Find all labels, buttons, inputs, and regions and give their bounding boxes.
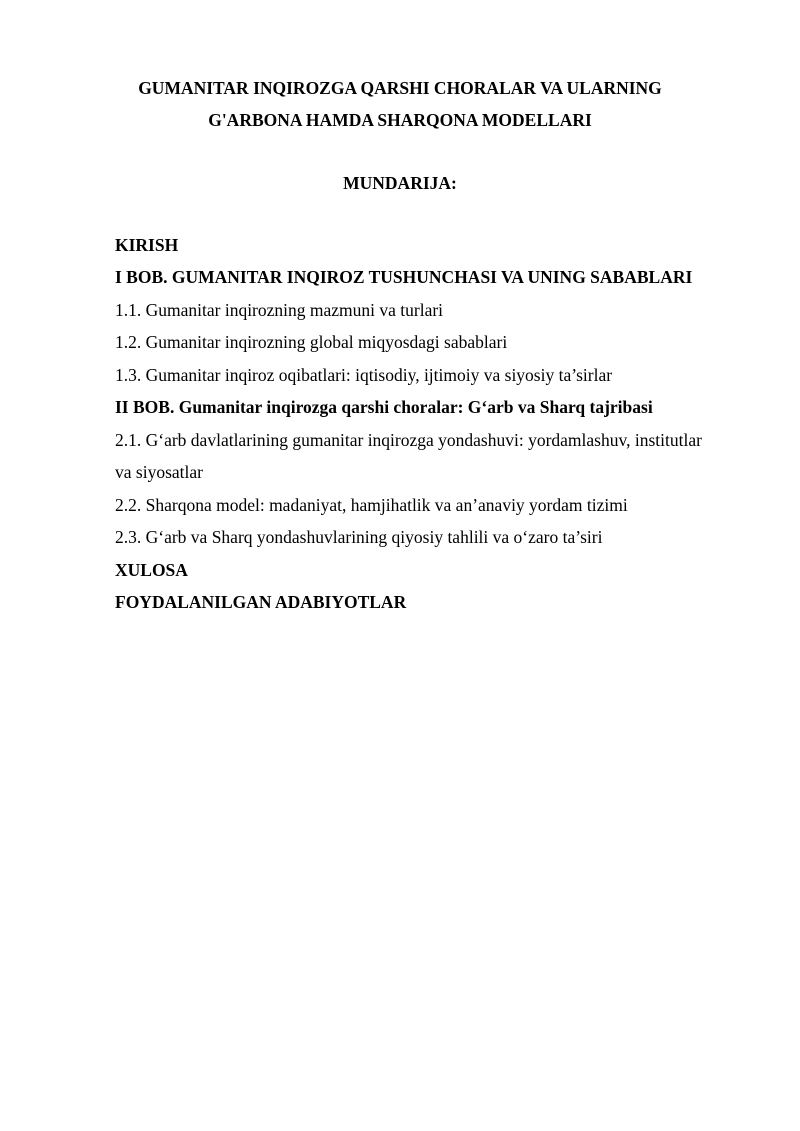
toc-section-2-2: 2.2. Sharqona model: madaniyat, hamjihatlik va an’anaviy yordam tizimi xyxy=(115,495,628,515)
toc-conclusion: XULOSA xyxy=(115,560,188,580)
toc-chapter-1: I BOB. GUMANITAR INQIROZ TUSHUNCHASI VA UNING SABABLARI xyxy=(115,267,693,287)
document-title-line-1: GUMANITAR INQIROZGA QARSHI CHORALAR VA ULARNING xyxy=(138,78,662,98)
toc-intro: KIRISH xyxy=(115,235,179,255)
toc-section-1-2: 1.2. Gumanitar inqirozning global miqyosdagi sabablari xyxy=(115,332,508,352)
toc-references: FOYDALANILGAN ADABIYOTLAR xyxy=(115,592,407,612)
contents-heading: MUNDARIJA: xyxy=(343,173,457,193)
toc-section-2-1-continued: va siyosatlar xyxy=(115,462,203,482)
toc-chapter-2: II BOB. Gumanitar inqirozga qarshi choralar: G‘arb va Sharq tajribasi xyxy=(115,397,653,417)
toc-section-2-1: 2.1. G‘arb davlatlarining gumanitar inqirozga yondashuvi: yordamlashuv, institutlar xyxy=(115,430,702,450)
document-title-line-2: G'ARBONA HAMDA SHARQONA MODELLARI xyxy=(208,110,592,130)
toc-section-1-1: 1.1. Gumanitar inqirozning mazmuni va turlari xyxy=(115,300,444,320)
toc-section-2-3: 2.3. G‘arb va Sharq yondashuvlarining qiyosiy tahlili va o‘zaro ta’siri xyxy=(115,527,603,547)
toc-section-1-3: 1.3. Gumanitar inqiroz oqibatlari: iqtisodiy, ijtimoiy va siyosiy ta’sirlar xyxy=(115,365,613,385)
